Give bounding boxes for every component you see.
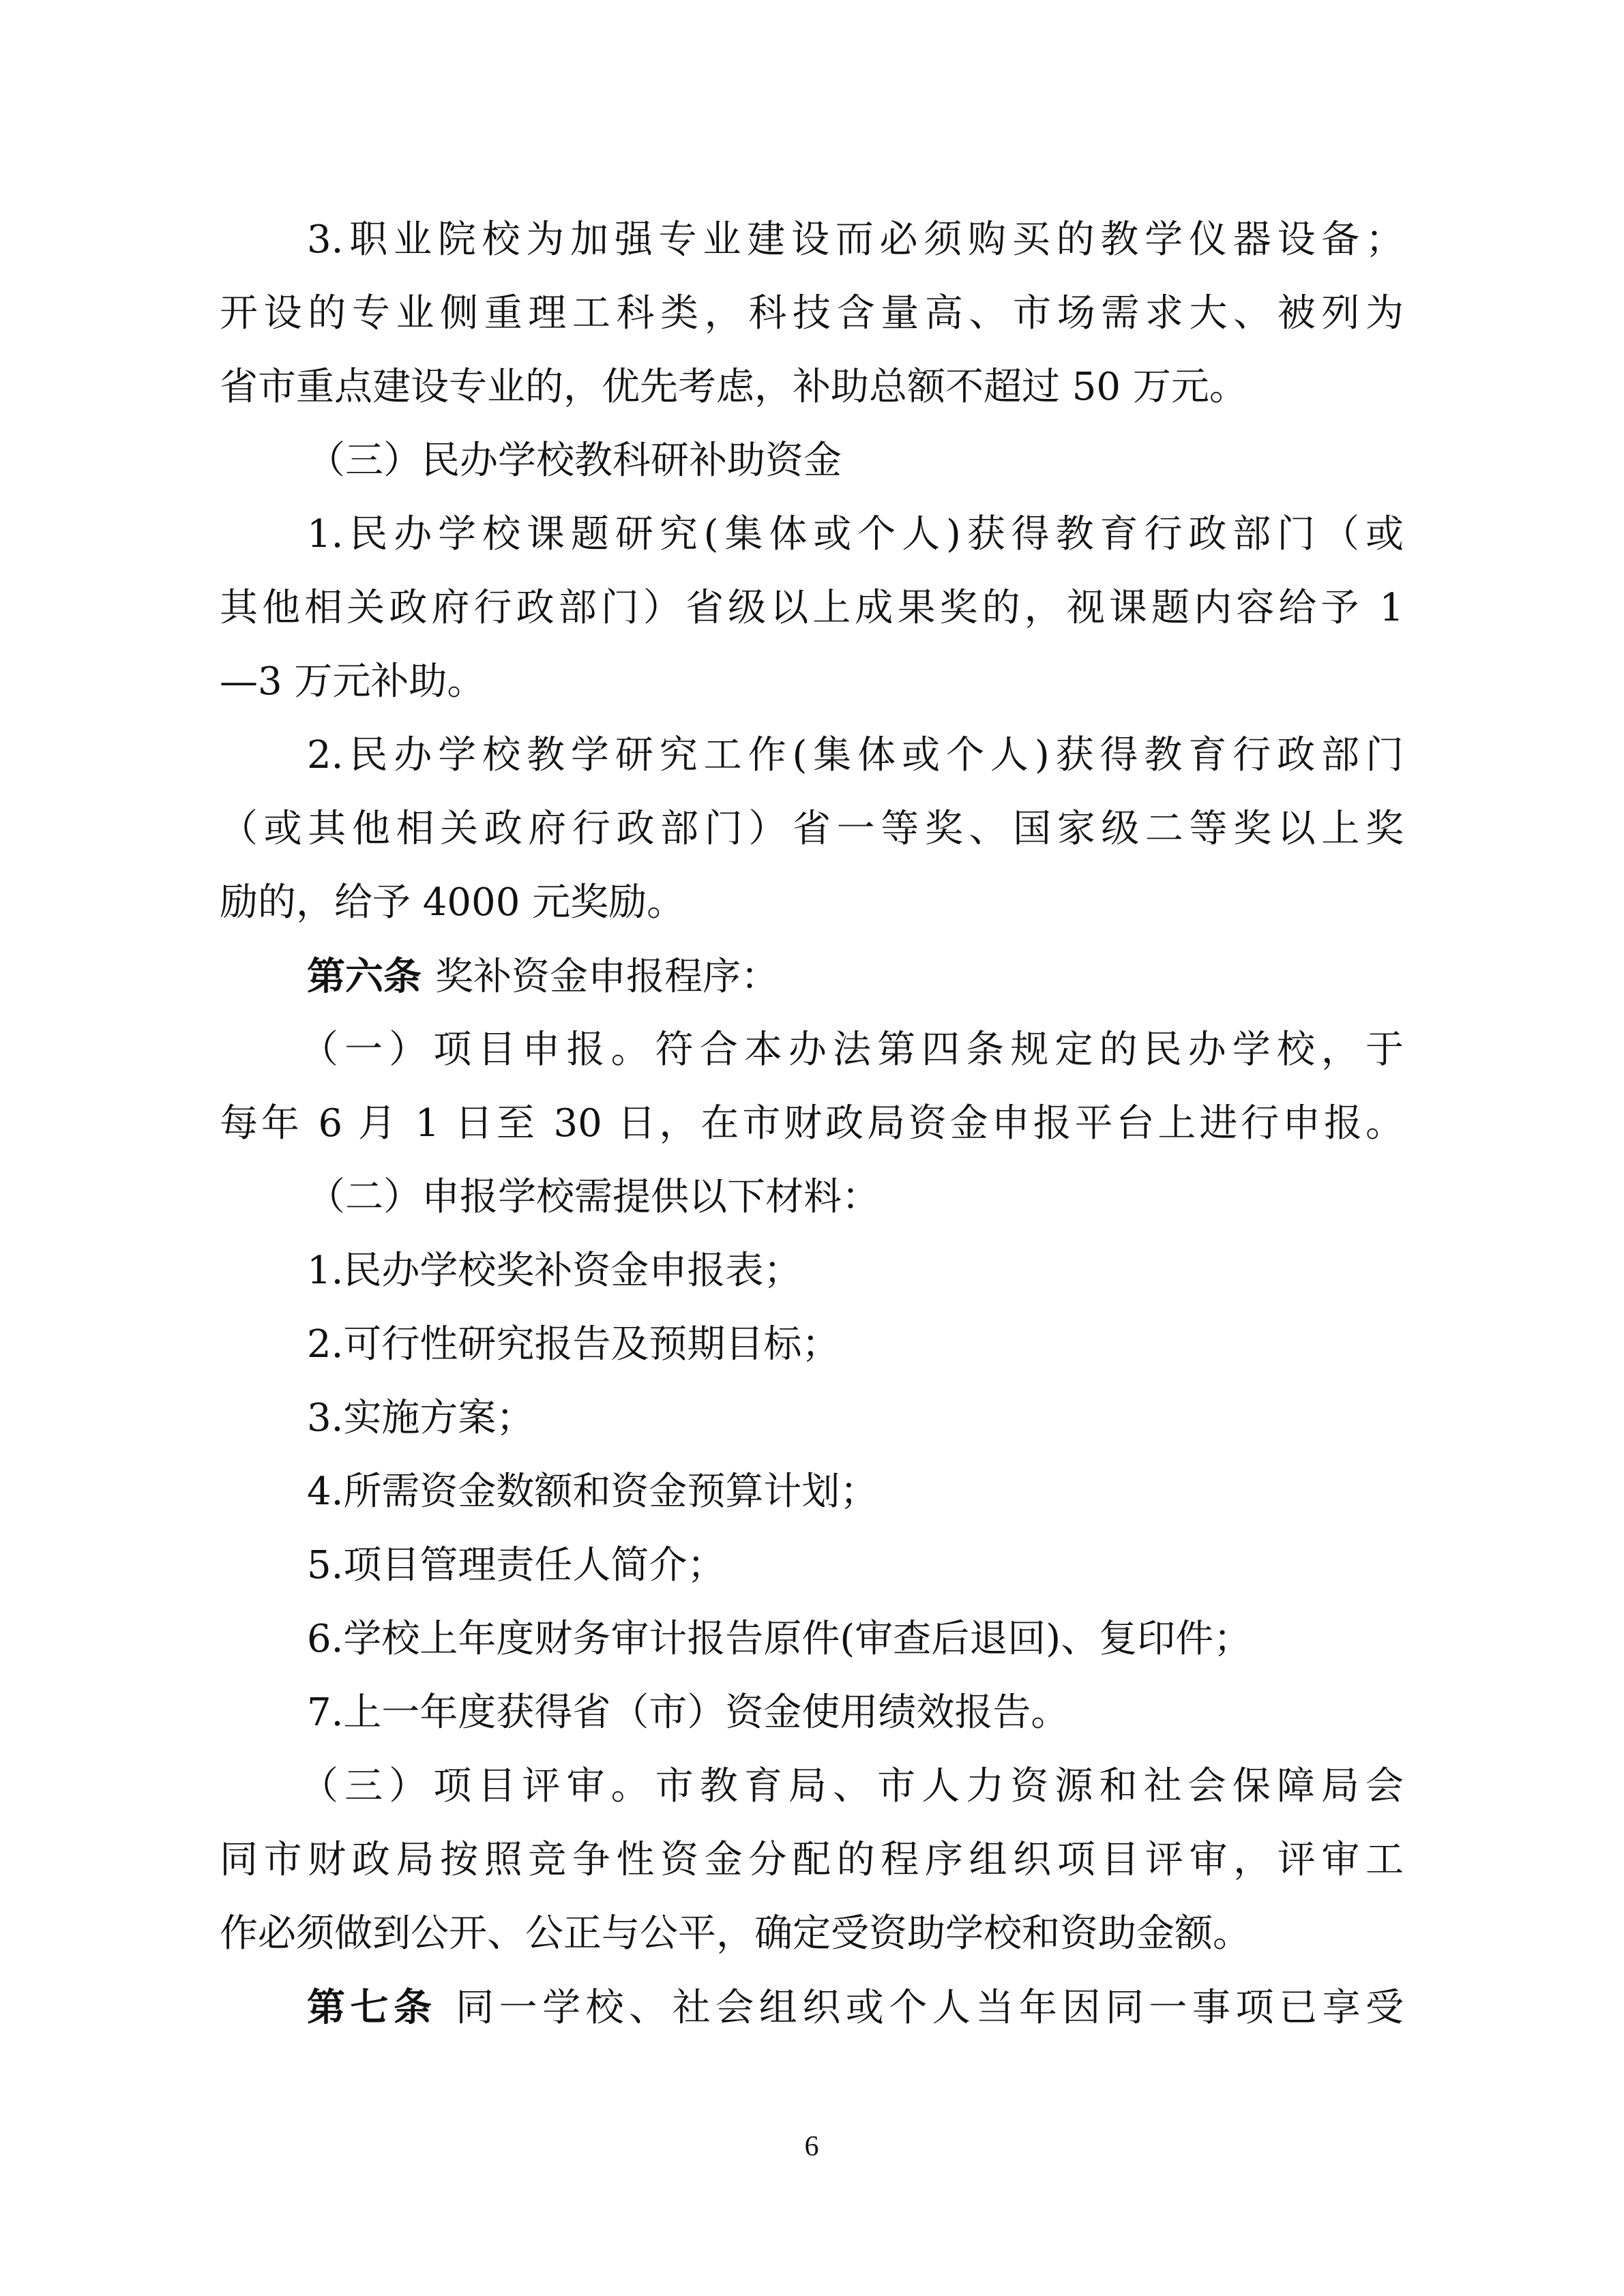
list-item-text: 7.上一年度获得省（市）资金使用绩效报告。 xyxy=(307,1690,1069,1735)
list-item xyxy=(220,1602,1404,1676)
line-text: 作必须做到公开、公正与公平，确定受资助学校和资助金额。 xyxy=(220,1911,1251,1956)
paragraph-line xyxy=(220,1823,1404,1897)
list-item xyxy=(220,1308,1404,1382)
paragraph-line xyxy=(220,792,1404,866)
list-item xyxy=(220,1455,1404,1529)
line-text: 1.民办学校课题研究(集体或个人)获得教育行政部门（或 xyxy=(307,512,1404,556)
list-item-text: 3.实施方案； xyxy=(307,1396,535,1440)
line-text: 省市重点建设专业的，优先考虑，补助总额不超过 50 万元。 xyxy=(220,365,1247,409)
list-item-text: 4.所需资金数额和资金预算计划； xyxy=(307,1470,879,1514)
paragraph-line xyxy=(220,719,1404,792)
paragraph-line xyxy=(220,1087,1404,1161)
paragraph-line xyxy=(220,1750,1404,1823)
article-number: 第六条 xyxy=(307,954,422,999)
page-number: 6 xyxy=(804,2131,819,2162)
paragraph-line xyxy=(220,1013,1404,1087)
article-number: 第七条 xyxy=(307,1985,437,2030)
paragraph-line xyxy=(220,866,1404,940)
line-text: 励的，给予 4000 元奖励。 xyxy=(220,880,685,925)
article-text: 同一学校、社会组织或个人当年因同一事项已享受 xyxy=(450,1986,1404,2030)
line-text: —3 万元补助。 xyxy=(220,659,486,704)
section-heading-line xyxy=(220,424,1404,498)
paragraph-line xyxy=(220,277,1404,351)
line-text: 3.职业院校为加强专业建设而必须购买的教学仪器设备； xyxy=(307,218,1404,262)
paragraph-line xyxy=(220,571,1404,645)
section-heading: （三）民办学校教科研补助资金 xyxy=(307,438,842,483)
section-heading: （二）申报学校需提供以下材料： xyxy=(307,1175,880,1219)
document-body xyxy=(220,203,1404,2044)
paragraph-line xyxy=(220,645,1404,719)
line-text: （三）项目评审。市教育局、市人力资源和社会保障局会 xyxy=(300,1764,1404,1808)
article-line xyxy=(220,940,1404,1013)
line-text: 开设的专业侧重理工科类，科技含量高、市场需求大、被列为 xyxy=(220,291,1404,336)
line-text: 2.民办学校教学研究工作(集体或个人)获得教育行政部门 xyxy=(307,733,1404,777)
line-text: （一）项目申报。符合本办法第四条规定的民办学校，于 xyxy=(300,1028,1404,1072)
list-item-text: 2.可行性研究报告及预期目标； xyxy=(307,1322,840,1367)
paragraph-line xyxy=(220,498,1404,571)
article-line xyxy=(220,1971,1404,2044)
article-title: 奖补资金申报程序： xyxy=(435,955,779,999)
list-item-text: 6.学校上年度财务审计报告原件(审查后退回)、复印件； xyxy=(307,1617,1252,1661)
paragraph-line xyxy=(220,351,1404,424)
line-text: 每年 6 月 1 日至 30 日，在市财政局资金申报平台上进行申报。 xyxy=(220,1101,1404,1146)
paragraph-line xyxy=(220,1897,1404,1971)
list-item xyxy=(220,1382,1404,1455)
list-item xyxy=(220,1234,1404,1308)
list-item-text: 5.项目管理责任人简介； xyxy=(307,1543,726,1587)
section-heading-line xyxy=(220,1161,1404,1234)
line-text: （或其他相关政府行政部门）省一等奖、国家级二等奖以上奖 xyxy=(220,807,1404,851)
list-item xyxy=(220,1529,1404,1602)
list-item xyxy=(220,1676,1404,1750)
line-text: 其他相关政府行政部门）省级以上成果奖的，视课题内容给予 1 xyxy=(220,586,1404,630)
list-item-text: 1.民办学校奖补资金申报表； xyxy=(307,1249,802,1293)
paragraph-line xyxy=(220,203,1404,277)
line-text: 同市财政局按照竞争性资金分配的程序组织项目评审，评审工 xyxy=(220,1838,1404,1882)
